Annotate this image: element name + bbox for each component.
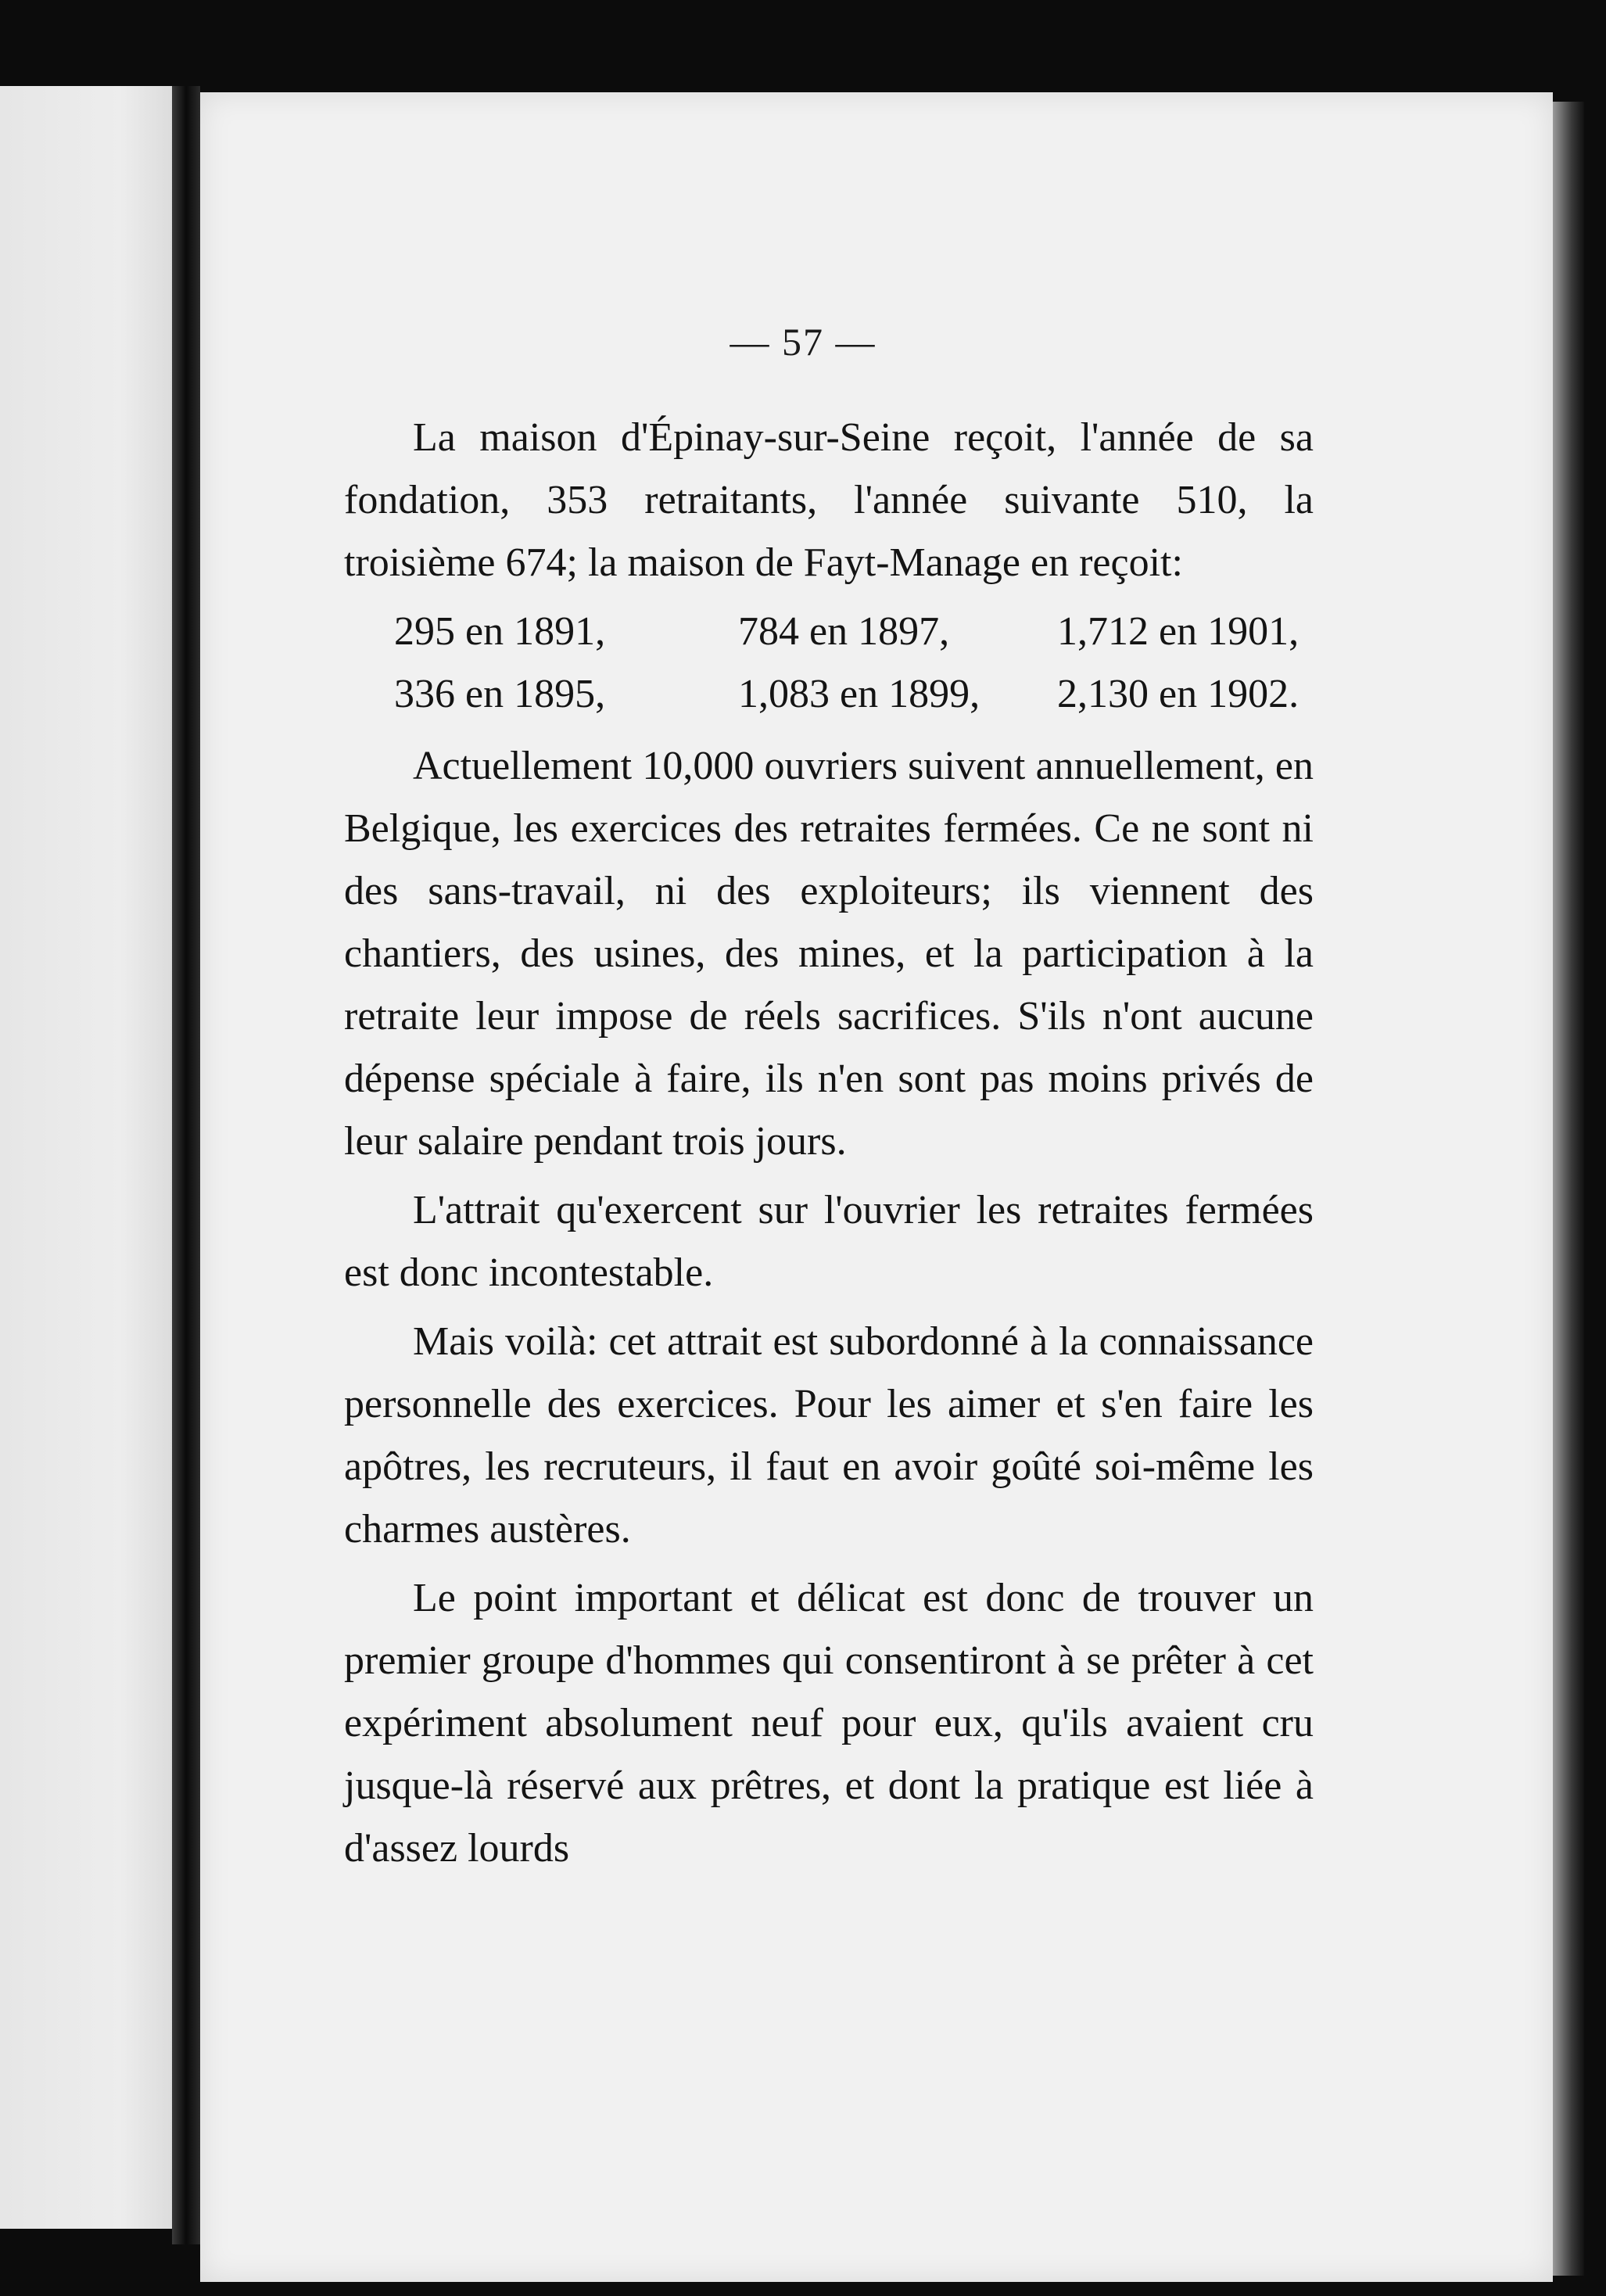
paragraph-2: Actuellement 10,000 ouvriers suivent annuellement, en Belgique, les exercices des retraites fermées. Ce ne sont ni des sans-travail, ni des exploiteurs; ils viennent des chantiers, des usines, des mines, et la participation à la retraite leur impose de réels sacrifices. S'ils n'ont aucune dépense spéciale à faire, ils n'en sont pas moins privés de leur salaire pendant trois jours.: [344, 744, 1314, 1164]
stat-1897: 784 en 1897,: [738, 609, 950, 654]
page-right-edge: [1553, 102, 1584, 2276]
stat-1902: 2,130 en 1902.: [1057, 672, 1299, 716]
body-text: [344, 407, 1314, 1886]
paragraph-3: L'attrait qu'exercent sur l'ouvrier les retraites fermées est donc incontestable.: [344, 1188, 1314, 1295]
page-number: — 57 —: [730, 320, 876, 364]
book-gutter: [172, 86, 200, 2244]
paragraph-1: La maison d'Épinay-sur-Seine reçoit, l'année de sa fondation, 353 retraitants, l'année suivante 510, la troisième 674; la maison de Fayt-Manage en reçoit:: [344, 415, 1314, 585]
stat-1899: 1,083 en 1899,: [738, 672, 980, 716]
retraitants-table: [344, 601, 1314, 726]
paragraph-4: Mais voilà: cet attrait est subordonné à la connaissance personnelle des exercices. Pour les aimer et s'en faire les apôtres, les recruteurs, il faut en avoir goûté soi-même les charmes austères.: [344, 1319, 1314, 1552]
stat-1891: 295 en 1891,: [394, 609, 606, 654]
stat-1895: 336 en 1895,: [394, 672, 606, 716]
facing-page-edge: [0, 86, 172, 2229]
stat-1901: 1,712 en 1901,: [1057, 609, 1299, 654]
paragraph-5: Le point important et délicat est donc de trouver un premier groupe d'hommes qui consentiront à se prêter à cet expériment absolument neuf pour eux, qu'ils avaient cru jusque-là réservé aux prêtres, et dont la pratique est liée à d'assez lourds: [344, 1576, 1314, 1871]
